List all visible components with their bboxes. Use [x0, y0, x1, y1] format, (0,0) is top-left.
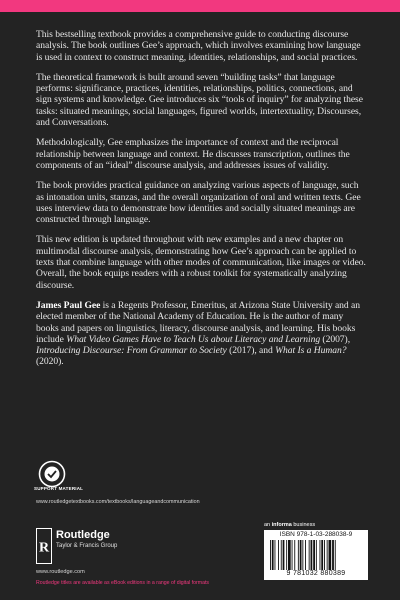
isbn-text: ISBN 978-1-03-288038-9	[279, 531, 353, 538]
publisher-name: Routledge	[56, 529, 110, 541]
barcode-bar	[281, 540, 282, 570]
barcode-bar	[311, 540, 313, 570]
barcode-bar	[316, 540, 317, 570]
description-block	[36, 29, 368, 377]
ebook-note: Routledge titles are available as eBook editions in a range of digital formats	[36, 580, 210, 586]
description-paragraph-1: This bestselling textbook provides a comprehensive guide to conducting discourse analysis. The book outlines Gee’s approach, which involves examining how language is used in context to construct meaning, identities, relationships, and social practices.	[36, 29, 361, 63]
barcode-bar	[300, 540, 302, 570]
barcode-bar	[313, 540, 315, 570]
barcode-bar	[320, 540, 321, 570]
barcode-bar	[275, 540, 276, 570]
barcode-bar	[286, 540, 287, 570]
informa-tagline	[264, 522, 315, 528]
book-title-3: What Is a Human?	[275, 345, 347, 357]
barcode-bar	[288, 540, 291, 570]
companion-website-url[interactable]: www.routledgetextbooks.com/textbooks/languageandcommunication	[36, 499, 200, 505]
informa-prefix: an	[264, 522, 272, 528]
book-title-1: What Video Games Have to Teach Us about Literacy and Learning	[66, 333, 321, 345]
description-paragraph-2: The theoretical framework is built around seven “building tasks” that language performs: significance, practices, identities, relationships, politics, connections, and sign systems and knowledge. Gee introduces six “tools of inquiry” for analyzing these tasks: situated meanings, social languages, figured worlds, intertextuality, Discourses, and Conversations.	[36, 71, 363, 129]
barcode-bar	[278, 540, 279, 570]
barcode-bar	[327, 540, 328, 570]
informa-brand: informa	[271, 522, 292, 528]
publisher-url[interactable]: www.routledge.com	[36, 569, 85, 575]
barcode-bar	[298, 540, 299, 570]
support-material-icon	[38, 460, 66, 488]
barcode-bar	[305, 540, 306, 570]
description-paragraph-4: The book provides practical guidance on analyzing various aspects of language, such as intonation units, stanzas, and the overall organization of oral and written texts. Gee uses interview data to demonstrate how identities and socially situated meanings are constructed through language.	[36, 180, 361, 226]
barcode-bar	[294, 540, 295, 570]
barcode-bar	[332, 540, 334, 570]
barcode-bar	[335, 540, 336, 570]
author-name: James Paul Gee	[36, 299, 101, 311]
barcode-bar	[302, 540, 303, 570]
description-paragraph-5: This new edition is updated throughout with new examples and a new chapter on multimodal discourse analysis, demonstrating how Gee’s approach can be applied to texts that combine language with other modes of communication, like images or video. Overall, the book equips readers with a robust toolkit for systematically analyzing discourse.	[36, 234, 366, 291]
barcode-number: 9 781032 880389	[286, 570, 346, 577]
support-material-label: SUPPORT MATERIAL	[34, 486, 84, 491]
barcode-bar	[270, 540, 271, 570]
barcode-bar	[329, 540, 332, 570]
svg-text:R: R	[38, 540, 50, 556]
barcode-image	[268, 540, 364, 570]
barcode-bar	[283, 540, 285, 570]
barcode-bar	[324, 540, 325, 570]
routledge-logo-icon	[36, 528, 52, 564]
barcode-bar	[292, 540, 293, 570]
barcode-bar	[272, 540, 274, 570]
barcode-box	[264, 530, 368, 580]
bio-text-4: (2020).	[36, 356, 64, 368]
informa-suffix: business	[291, 522, 316, 528]
description-paragraph-3: Methodologically, Gee emphasizes the importance of context and the reciprocal relationship between language and context. He discusses transcription, outlines the components of an “ideal” discourse analysis, and addresses issues of validity.	[36, 137, 350, 171]
book-title-2: Introducing Discourse: From Grammar to Society	[36, 345, 227, 357]
publisher-subtitle: Taylor & Francis Group	[56, 543, 118, 549]
bio-text-3: (2017), and	[226, 345, 276, 357]
bio-text-1: is a Regents Professor, Emeritus, at Arizona State University and an elected member of the National Academy of Education. He is the author of many books and papers on linguistics, literacy, discourse analysis, and learning. His books include	[36, 299, 360, 345]
pink-top-bar	[0, 0, 400, 12]
barcode-bar	[309, 540, 310, 570]
author-bio	[36, 300, 368, 368]
bio-text-2: (2007),	[320, 333, 351, 345]
publisher-block	[36, 528, 176, 570]
barcode-bar	[321, 540, 323, 570]
